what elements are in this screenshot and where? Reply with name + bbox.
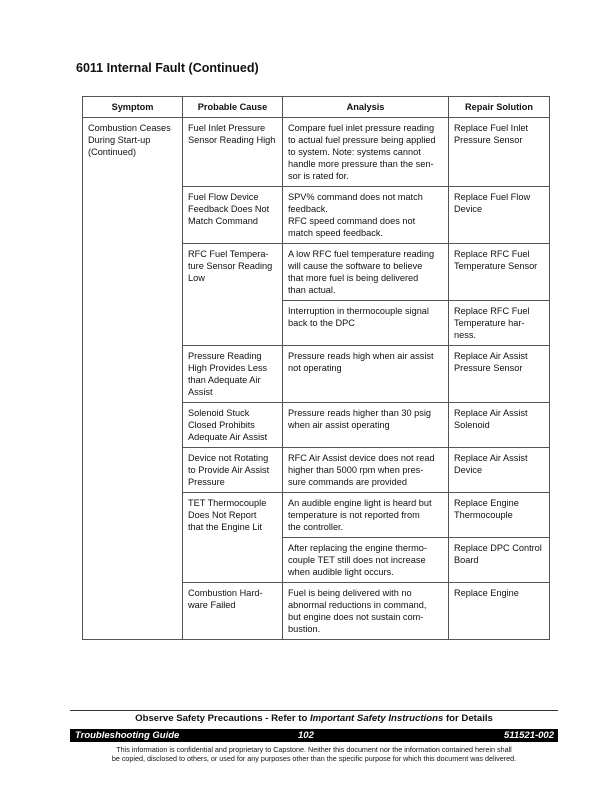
solution-cell: Replace Engine Thermocouple: [449, 493, 550, 538]
cause-cell: Fuel Inlet Pressure Sensor Reading High: [183, 118, 283, 187]
safety-notice: [70, 713, 558, 724]
page-number: 102: [298, 730, 314, 741]
solution-cell: Replace Engine: [449, 583, 550, 640]
cause-cell: Pressure Reading High Provides Less than Adequate Air Assist: [183, 346, 283, 403]
header-probable-cause: Probable Cause: [183, 97, 283, 118]
analysis-cell: Pressure reads high when air assist not operating: [283, 346, 449, 403]
solution-cell: Replace Air Assist Pressure Sensor: [449, 346, 550, 403]
header-symptom: Symptom: [83, 97, 183, 118]
analysis-cell: Interruption in thermocouple signal back to the DPC: [283, 301, 449, 346]
page-title: 6011 Internal Fault (Continued): [76, 61, 259, 75]
troubleshooting-table: [82, 96, 550, 640]
cause-cell: TET Thermocouple Does Not Report that the Engine Lit: [183, 493, 283, 583]
footer-bar: [70, 729, 558, 742]
solution-cell: Replace DPC Control Board: [449, 538, 550, 583]
cause-cell: Solenoid Stuck Closed Prohibits Adequate Air Assist: [183, 403, 283, 448]
analysis-cell: An audible engine light is heard but temperature is not reported from the controller.: [283, 493, 449, 538]
guide-title: Troubleshooting Guide: [75, 730, 180, 741]
safety-instructions-reference: Important Safety Instructions: [310, 713, 444, 724]
solution-cell: Replace Fuel Inlet Pressure Sensor: [449, 118, 550, 187]
cause-cell: Device not Rotating to Provide Air Assist Pressure: [183, 448, 283, 493]
document-number: 511521-002: [503, 730, 554, 741]
confidentiality-disclaimer: This information is confidential and proprietary to Capstone. Neither this document nor the information contained herein shall be copied, disclosed to others, or used for any purposes other than the specific purpose for which this document was delivered.: [111, 745, 517, 763]
footer-divider: [70, 710, 558, 711]
symptom-cell: Combustion Ceases During Start-up (Continued): [83, 118, 183, 640]
analysis-cell: RFC Air Assist device does not read higher than 5000 rpm when pres- sure commands are provided: [283, 448, 449, 493]
analysis-cell: Pressure reads higher than 30 psig when air assist operating: [283, 403, 449, 448]
safety-suffix: for Details: [443, 713, 493, 724]
analysis-cell: A low RFC fuel temperature reading will cause the software to believe that more fuel is being delivered than actual.: [283, 244, 449, 301]
header-analysis: Analysis: [283, 97, 449, 118]
solution-cell: Replace Air Assist Device: [449, 448, 550, 493]
solution-cell: Replace RFC Fuel Temperature Sensor: [449, 244, 550, 301]
table-header-row: [83, 97, 550, 118]
cause-cell: Combustion Hard- ware Failed: [183, 583, 283, 640]
cause-cell: Fuel Flow Device Feedback Does Not Match Command: [183, 187, 283, 244]
safety-prefix: Observe Safety Precautions - Refer to: [135, 713, 311, 724]
table-row: [83, 118, 550, 187]
analysis-cell: SPV% command does not match feedback. RFC speed command does not match speed feedback.: [283, 187, 449, 244]
solution-cell: Replace Fuel Flow Device: [449, 187, 550, 244]
analysis-cell: Fuel is being delivered with no abnormal reductions in command, but engine does not sustain com- bustion.: [283, 583, 449, 640]
cause-cell: RFC Fuel Tempera- ture Sensor Reading Low: [183, 244, 283, 346]
solution-cell: Replace Air Assist Solenoid: [449, 403, 550, 448]
header-repair-solution: Repair Solution: [449, 97, 550, 118]
analysis-cell: Compare fuel inlet pressure reading to actual fuel pressure being applied to system. Note: systems cannot handle more pressure than the sen- sor is rated for.: [283, 118, 449, 187]
analysis-cell: After replacing the engine thermo- couple TET still does not increase when audible light occurs.: [283, 538, 449, 583]
solution-cell: Replace RFC Fuel Temperature har- ness.: [449, 301, 550, 346]
